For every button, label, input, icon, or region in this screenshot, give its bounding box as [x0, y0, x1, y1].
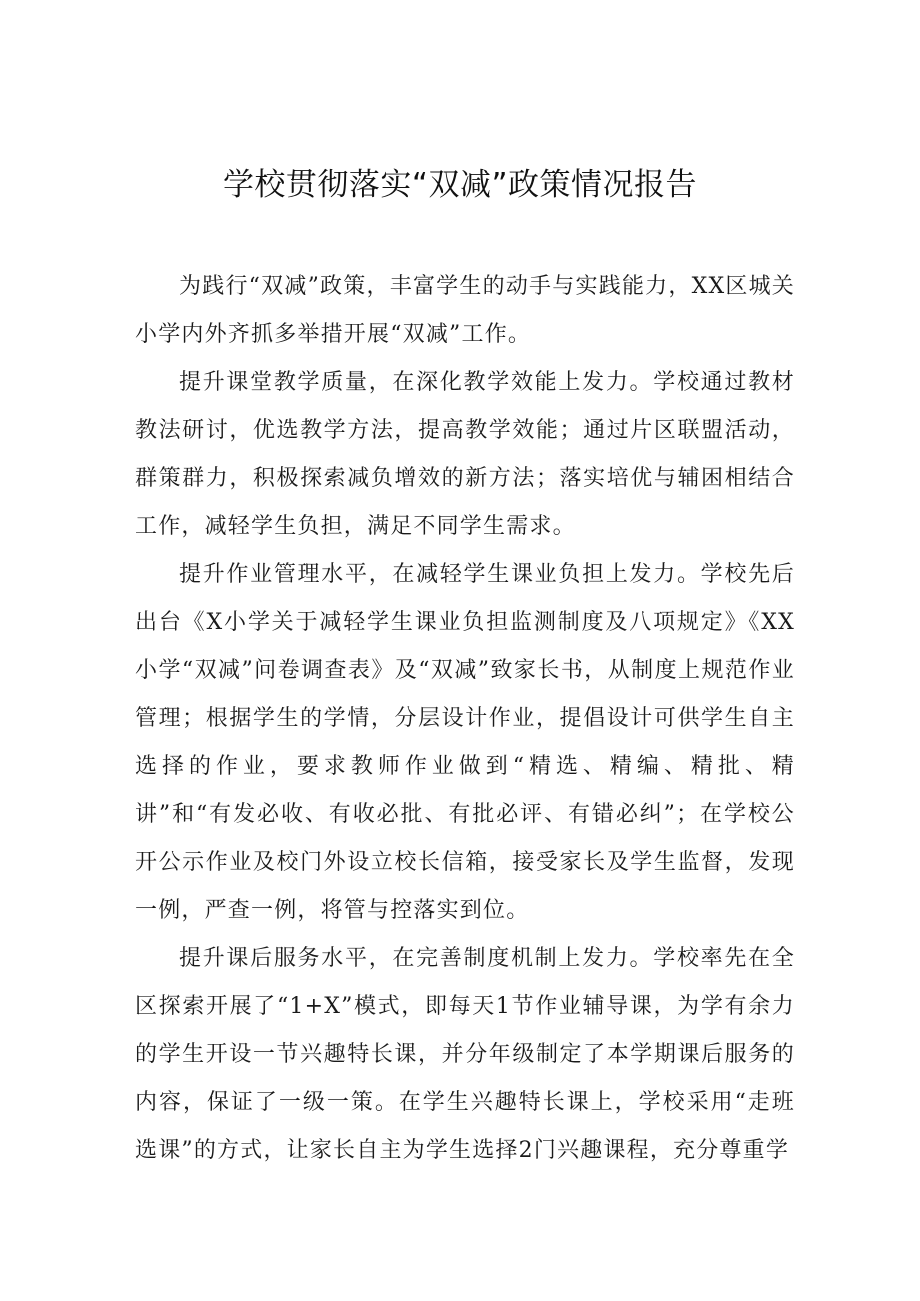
paragraph-classroom-quality: 提升课堂教学质量，在深化教学效能上发力。学校通过教材教法研讨，优选教学方法，提高教学效能；通过片区联盟活动，群策群力，积极探索减负增效的新方法；落实培优与辅困相结合工作，减轻学生负担，满足不同学生需求。 — [135, 370, 795, 539]
paragraph-homework-management: 提升作业管理水平，在减轻学生课业负担上发力。学校先后出台《X小学关于减轻学生课业负担监测制度及八项规定》《XX小学“双减”问卷调查表》及“双减”致家长书，从制度上规范作业管理；根据学生的学情，分层设计作业，提倡设计可供学生自主选择的作业，要求教师作业做到“精选、精编、精批、精讲”和“有发必收、有收必批、有批必评、有错必纠”；在学校公开公示作业及校门外设立校长信箱，接受家长及学生监督，发现一例，严查一例，将管与控落实到位。 — [135, 562, 795, 923]
paragraph-intro: 为践行“双减”政策，丰富学生的动手与实践能力，XX区城关小学内外齐抓多举措开展“双减”工作。 — [135, 274, 795, 347]
document-title: 学校贯彻落实“双减”政策情况报告 — [222, 167, 698, 203]
document-body — [135, 263, 795, 1175]
paragraph-after-school-service: 提升课后服务水平，在完善制度机制上发力。学校率先在全区探索开展了“1+X”模式，即每天1节作业辅导课，为学有余力的学生开设一节兴趣特长课，并分年级制定了本学期课后服务的内容，保证了一级一策。在学生兴趣特长课上，学校采用“走班选课”的方式，让家长自主为学生选择2门兴趣课程，充分尊重学 — [135, 946, 795, 1163]
